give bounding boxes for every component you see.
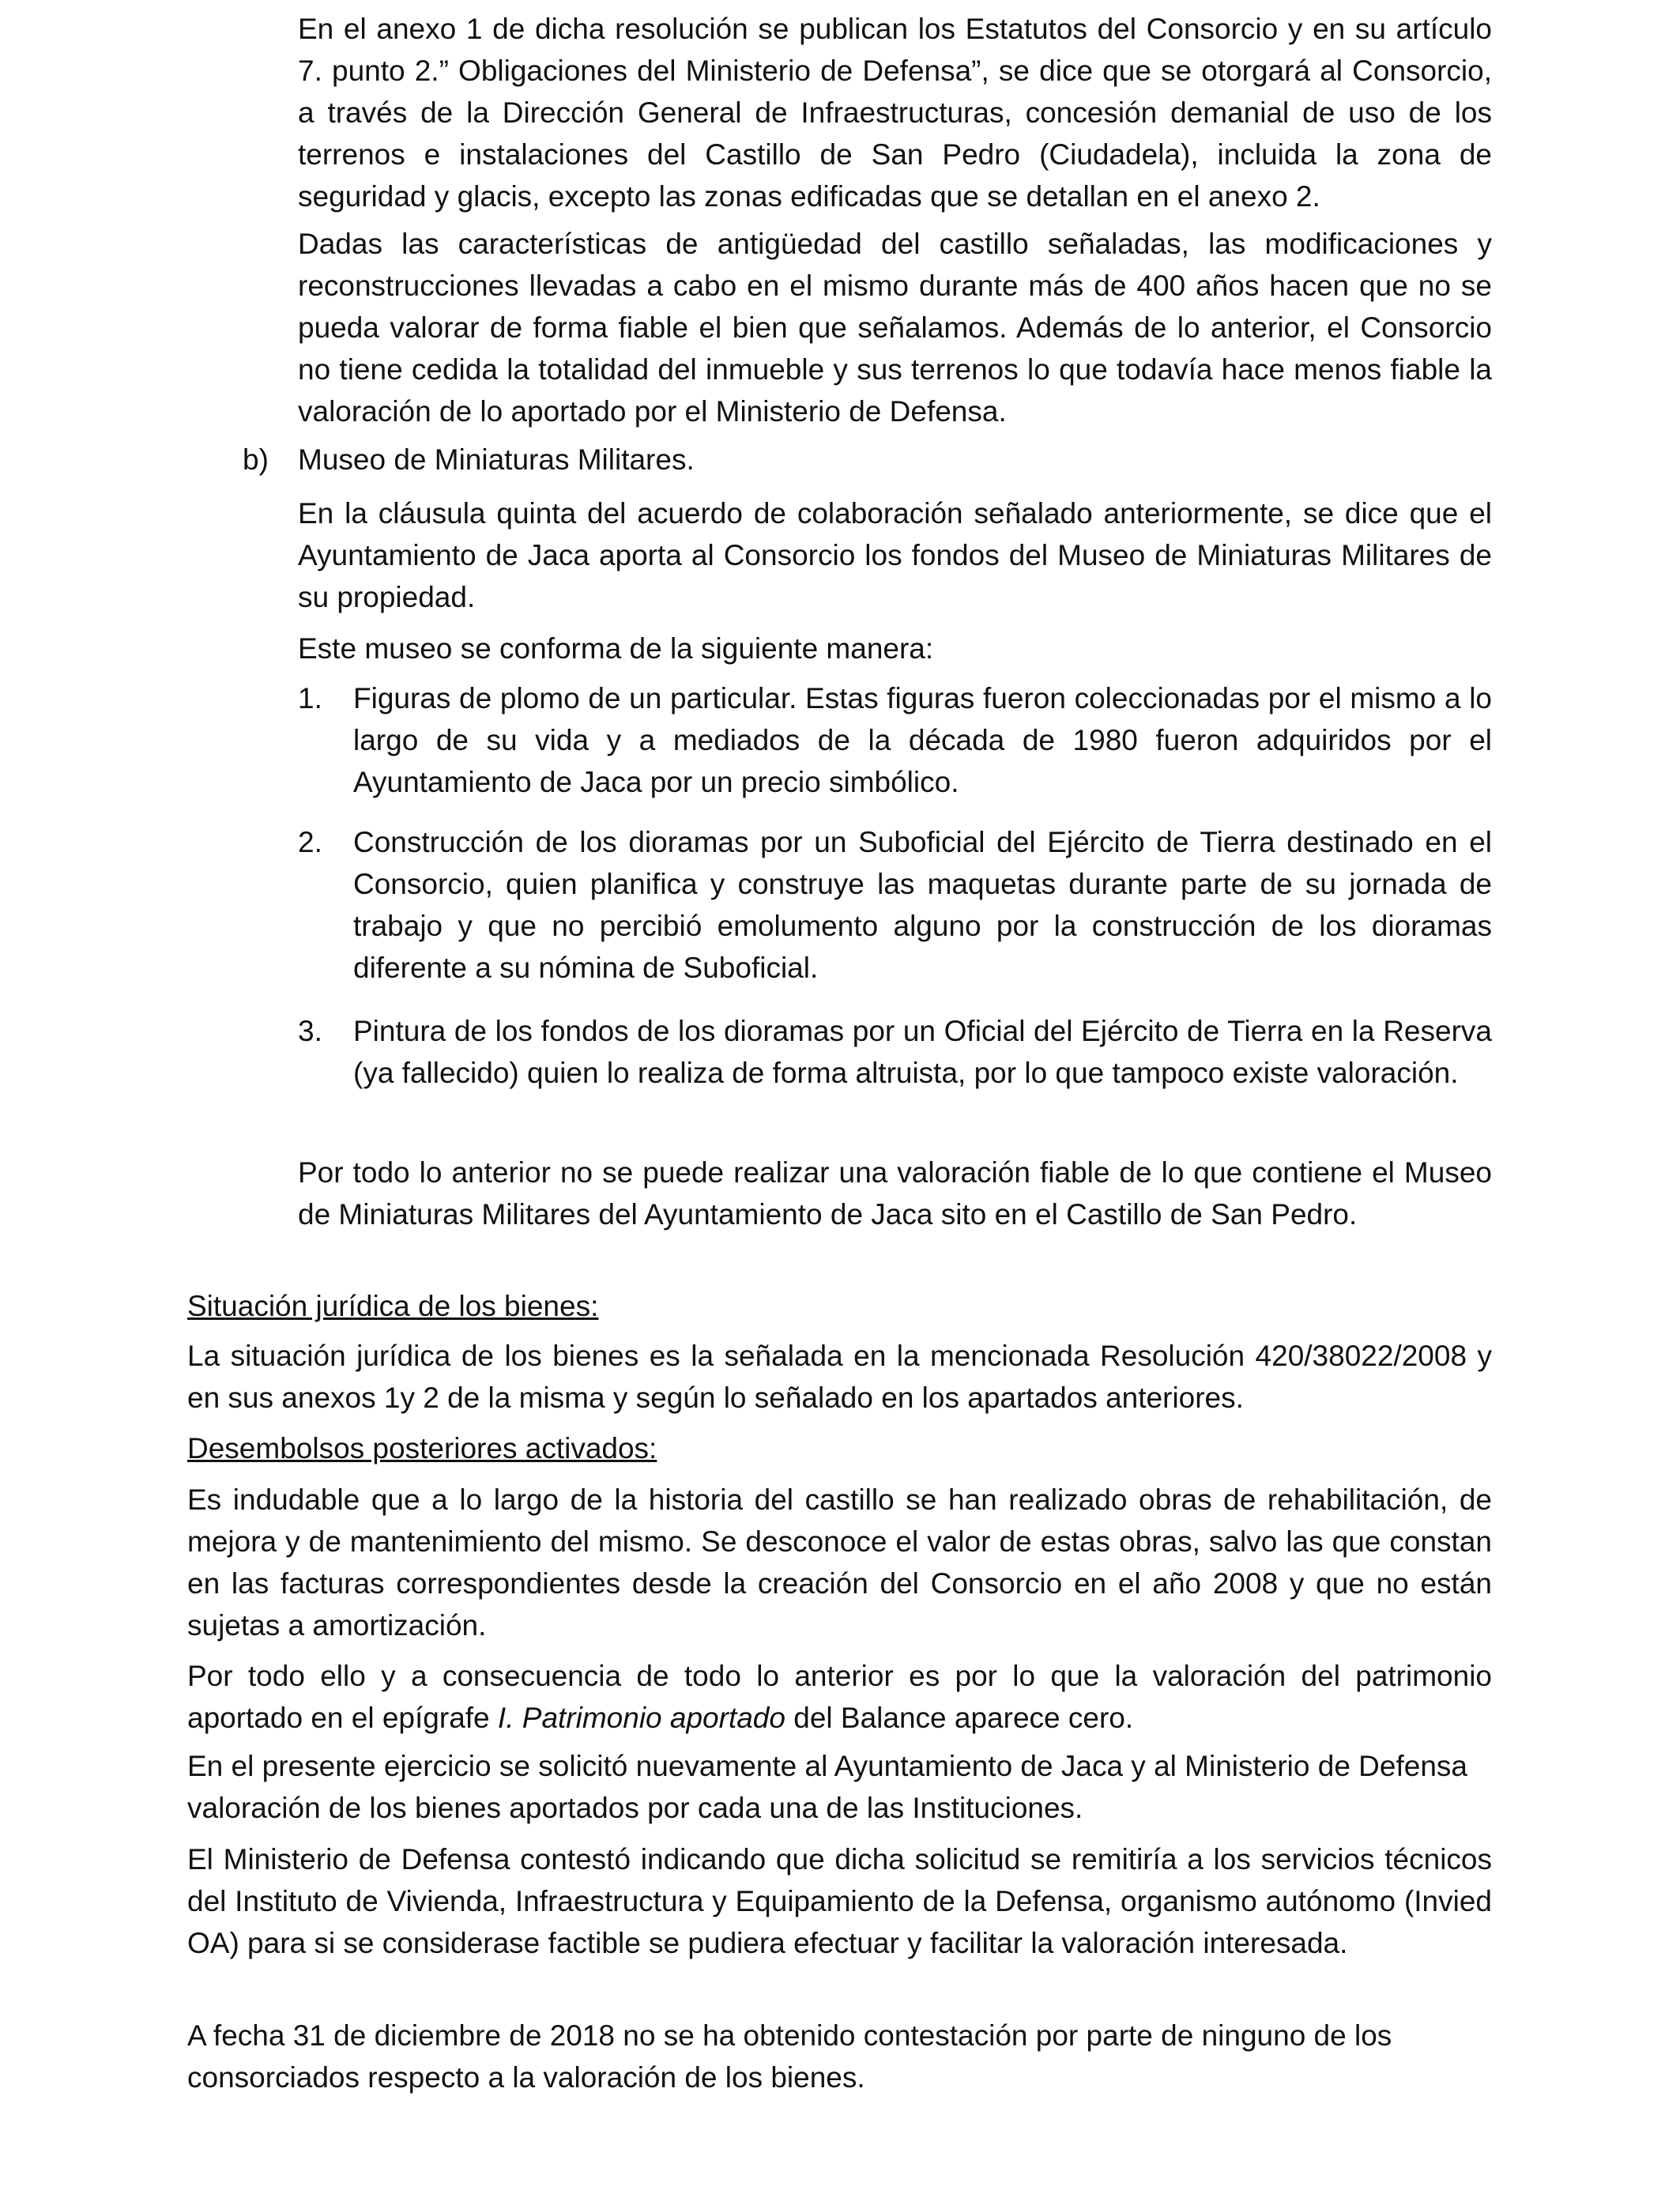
paragraph-conclusion-museo: Por todo lo anterior no se puede realizar una valoración fiable de lo que contiene el Museo de Miniaturas Militares del Ayuntamiento de Jaca sito en el Castillo de San Pedro.: [298, 1156, 1492, 1231]
paragraph-solicitud: En el presente ejercicio se solicitó nuevamente al Ayuntamiento de Jaca y al Ministerio de Defensa valoración de los bienes aportados por cada una de las Instituciones.: [187, 1750, 1467, 1824]
paragraph-obras: Es indudable que a lo largo de la historia del castillo se han realizado obras de rehabilitación, de mejora y de mantenimiento del mismo. Se desconoce el valor de estas obras, salvo las que constan en las facturas correspondientes desde la creación del Consorcio en el año 2008 y que no están sujetas a amortización.: [187, 1483, 1492, 1642]
paragraph-fecha-cierre: A fecha 31 de diciembre de 2018 no se ha obtenido contestación por parte de ninguno de los consorciados respecto a la valoración de los bienes.: [187, 2019, 1392, 2094]
paragraph-text: Por todo ello y a consecuencia de todo lo anterior es por lo que la valoración del patrimonio aportado en el epígrafe: [187, 1660, 1492, 1734]
paragraph-antiguedad: Dadas las características de antigüedad del castillo señaladas, las modificaciones y reconstrucciones llevadas a cabo en el mismo durante más de 400 años hacen que no se pueda valorar de forma fiable el bien que señalamos. Además de lo anterior, el Consorcio no tiene cedida la totalidad del inmueble y sus terrenos lo que todavía hace menos fiable la valoración de lo aportado por el Ministerio de Defensa.: [298, 228, 1492, 428]
list-item-marker: 2.: [298, 826, 322, 858]
list-item-marker: 3.: [298, 1015, 322, 1047]
paragraph-text: del Balance aparece cero.: [785, 1702, 1134, 1734]
item-b-marker: b): [243, 443, 269, 476]
paragraph-museo-conforma: Este museo se conforma de la siguiente manera:: [298, 632, 934, 665]
list-item-marker: 1.: [298, 682, 322, 714]
list-item-text: Figuras de plomo de un particular. Estas figuras fueron coleccionadas por el mismo a lo largo de su vida y a mediados de la década de 1980 fueron adquiridos por el Ayuntamiento de Jaca por un precio simbólico.: [353, 682, 1492, 798]
paragraph-situacion-juridica: La situación jurídica de los bienes es la señalada en la mencionada Resolución 420/38022/2008 y en sus anexos 1y 2 de la misma y según lo señalado en los apartados anteriores.: [187, 1340, 1492, 1414]
epigraph-reference: I. Patrimonio aportado: [497, 1702, 785, 1734]
heading-desembolsos: Desembolsos posteriores activados:: [187, 1432, 657, 1465]
list-item-text: Construcción de los dioramas por un Suboficial del Ejército de Tierra destinado en el Consorcio, quien planifica y construye las maquetas durante parte de su jornada de trabajo y que no percibió emolumento alguno por la construcción de los dioramas diferente a su nómina de Suboficial.: [353, 826, 1492, 984]
list-item-text: Pintura de los fondos de los dioramas por un Oficial del Ejército de Tierra en la Reserva (ya fallecido) quien lo realiza de forma altruista, por lo que tampoco existe valoración.: [353, 1015, 1492, 1089]
paragraph-ministerio-contesto: El Ministerio de Defensa contestó indicando que dicha solicitud se remitiría a los servicios técnicos del Instituto de Vivienda, Infraestructura y Equipamiento de la Defensa, organismo autónomo (Invied OA) para si se considerase factible se pudiera efectuar y facilitar la valoración interesada.: [187, 1843, 1492, 1959]
paragraph-estatutos: En el anexo 1 de dicha resolución se publican los Estatutos del Consorcio y en su artículo 7. punto 2.” Obligaciones del Ministerio de Defensa”, se dice que se otorgará al Consorcio, a través de la Dirección General de Infraestructuras, concesión demanial de uso de los terrenos e instalaciones del Castillo de San Pedro (Ciudadela), incluida la zona de seguridad y glacis, excepto las zonas edificadas que se detallan en el anexo 2.: [298, 13, 1492, 213]
item-b-title: Museo de Miniaturas Militares.: [298, 443, 695, 476]
heading-situacion-juridica: Situación jurídica de los bienes:: [187, 1290, 599, 1322]
paragraph-clausula-quinta: En la cláusula quinta del acuerdo de colaboración señalado anteriormente, se dice que el Ayuntamiento de Jaca aporta al Consorcio los fondos del Museo de Miniaturas Militares de su propiedad.: [298, 497, 1492, 613]
paragraph-patrimonio-aportado: [187, 1655, 1492, 1739]
